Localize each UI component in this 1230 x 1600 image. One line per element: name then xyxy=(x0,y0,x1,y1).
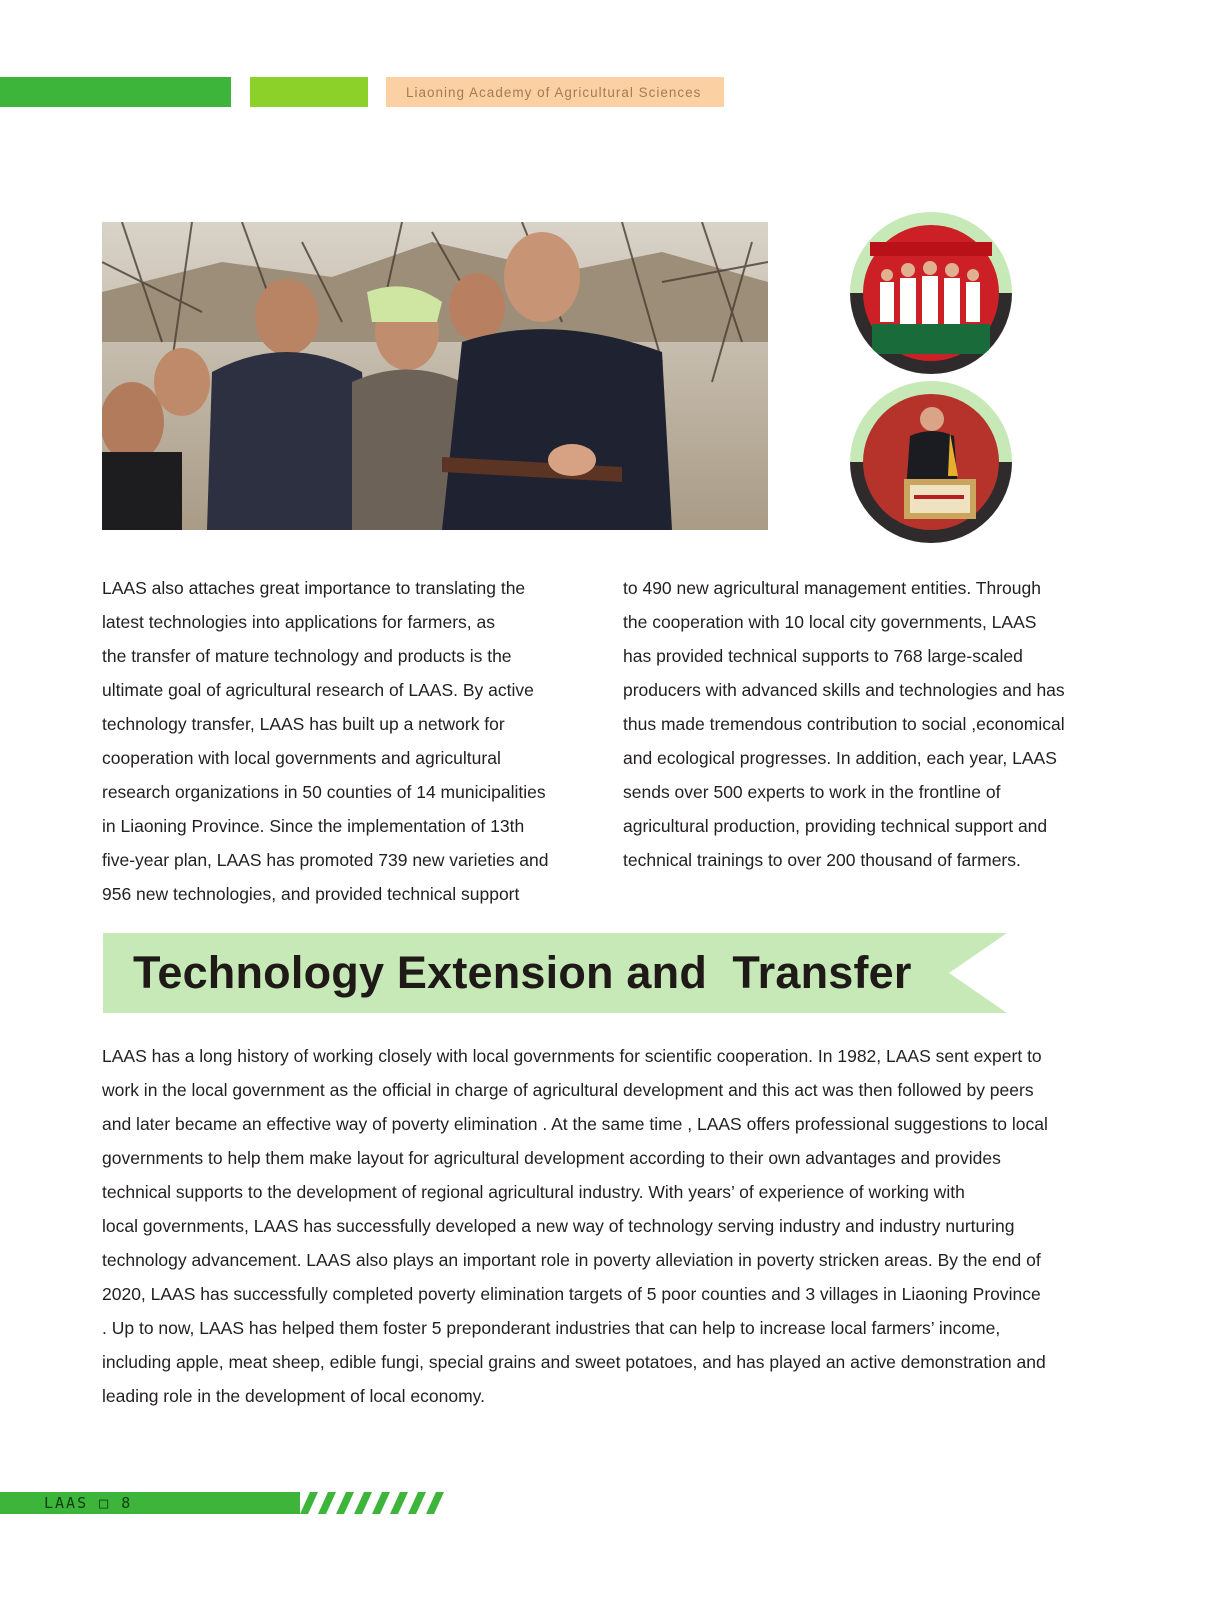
farmers-training-illustration xyxy=(102,222,768,530)
header-bar-lime xyxy=(250,77,368,107)
intro-left-column: LAAS also attaches great importance to translating the latest technologies into applications for farmers, as the transfer of mature technology and products is the ultimate goal of agricultural research of LAAS. By active technology transfer, LAAS has built up a network for cooperation with local governments and agricultural research organizations in 50 counties of 14 municipalities in Liaoning Province. Since the implementation of 13th five-year plan, LAAS has promoted 739 new varieties and 956 new technologies, and provided technical support xyxy=(102,578,549,904)
award-illustration xyxy=(850,381,1012,543)
main-photo xyxy=(102,222,768,530)
circle-photo-award xyxy=(850,381,1012,543)
footer-stripes xyxy=(288,1492,448,1514)
intro-right-column: to 490 new agricultural management entities. Through the cooperation with 10 local city governments, LAAS has provided technical supports to 768 large-scaled producers with advanced skills and technologies and has thus made tremendous contribution to social ,economical and ecological progresses. In addition, each year, LAAS sends over 500 experts to work in the frontline of agricultural production, providing technical support and technical trainings to over 200 thousand of farmers. xyxy=(623,578,1065,870)
header-institution-tab xyxy=(386,77,724,107)
footer-page-label: LAAS □ 8 xyxy=(44,1494,133,1512)
signing-ceremony-illustration xyxy=(850,212,1012,374)
header-bar-green xyxy=(0,77,231,107)
section-body: LAAS has a long history of working closely with local governments for scientific cooperation. In 1982, LAAS sent expert to work in the local government as the official in charge of agricultural development and this act was then followed by peers and later became an effective way of poverty elimination . At the same time , LAAS offers professional suggestions to local governments to help them make layout for agricultural development according to their own advantages and provides technical supports to the development of regional agricultural industry. With years’ of experience of working with local governments, LAAS has successfully developed a new way of technology serving industry and industry nurturing technology advancement. LAAS also plays an important role in poverty alleviation in poverty stricken areas. By the end of 2020, LAAS has successfully completed poverty elimination targets of 5 poor counties and 3 villages in Liaoning Province . Up to now, LAAS has helped them foster 5 preponderant industries that can help to increase local farmers’ income, including apple, meat sheep, edible fungi, special grains and sweet potatoes, and has played an active demonstration and leading role in the development of local economy. xyxy=(102,1046,1048,1406)
header-institution-name: Liaoning Academy of Agricultural Sciences xyxy=(406,84,702,100)
section-title: Technology Extension and Transfer xyxy=(133,947,912,998)
circle-photo-signing xyxy=(850,212,1012,374)
